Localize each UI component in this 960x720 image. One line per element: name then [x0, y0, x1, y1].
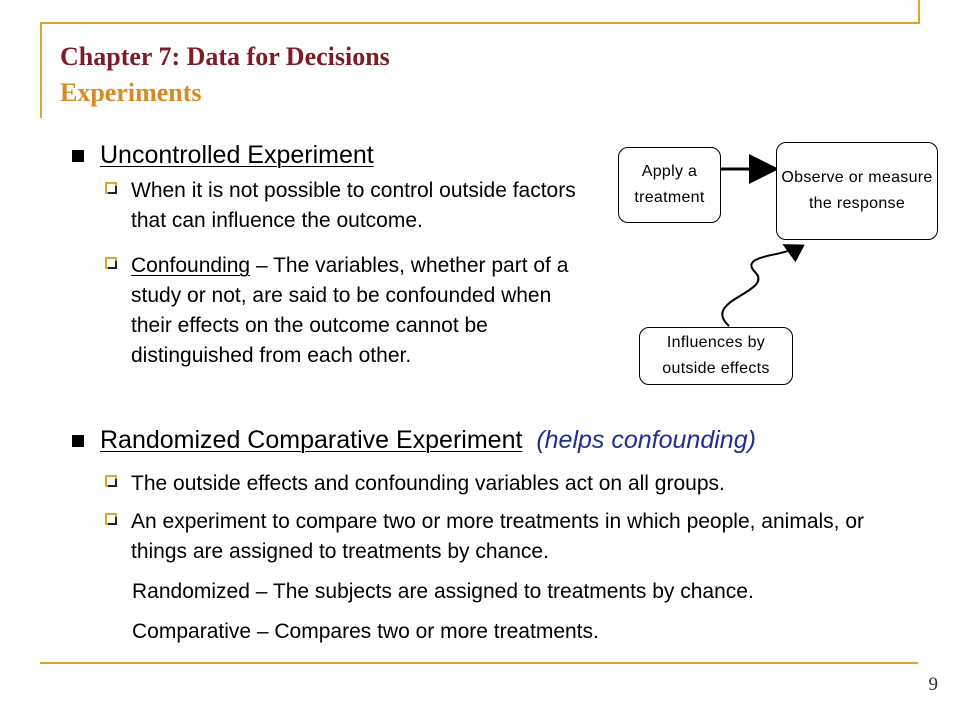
observe-response-box: Observe or measure the response [776, 142, 938, 240]
page-number: 9 [928, 674, 938, 695]
section-note: (helps confounding) [536, 426, 756, 454]
bullet-text: An experiment to compare two or more treatments in which people, animals, or things are assigned to treatments by chance. [131, 510, 865, 563]
apply-treatment-box: Apply a treatment [618, 147, 721, 223]
definition-randomized: Randomized – The subjects are assigned to treatments by chance. [132, 580, 754, 603]
slide-title: Chapter 7: Data for Decisions [60, 42, 390, 71]
slide-subtitle: Experiments [60, 78, 202, 107]
definition-comparative: Comparative – Compares two or more treatments. [132, 620, 599, 643]
outside-effects-box: Influences by outside effects [639, 327, 793, 385]
section-heading: Uncontrolled Experiment [100, 141, 374, 169]
confounding-definition: – The variables, whether part of a study or not, are said to be confounded when their effects on the outcome cannot be distinguished from each other. [131, 254, 569, 367]
bullet-text: The outside effects and confounding variables act on all groups. [131, 472, 725, 495]
influence-arrow [722, 246, 789, 326]
term-confounding: Confounding [131, 254, 251, 277]
bullet-text: When it is not possible to control outside factors that can influence the outcome. [131, 179, 576, 232]
section-heading: Randomized Comparative Experiment [100, 426, 523, 454]
